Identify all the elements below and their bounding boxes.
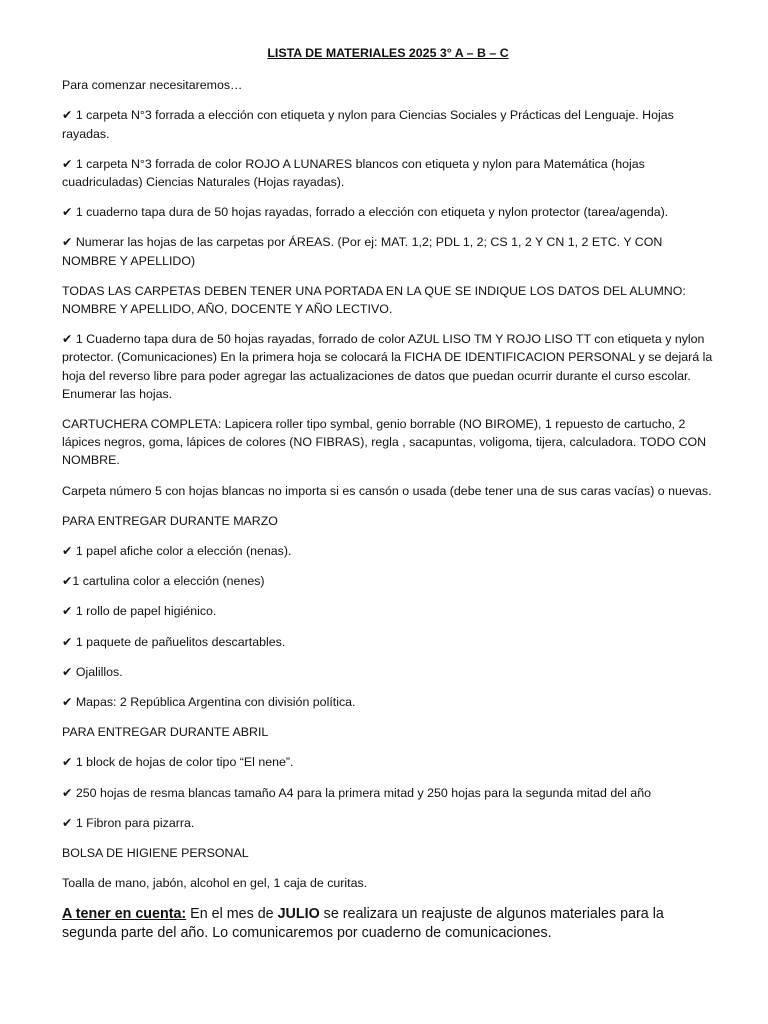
item-text: 1 cuaderno tapa dura de 50 hojas rayadas, forrado a elección con etiqueta y nylon protector (tarea/agenda). — [75, 205, 669, 220]
item-text: Mapas: 2 República Argentina con división política. — [75, 695, 356, 710]
check-icon: ✔ — [62, 815, 73, 830]
check-icon: ✔ — [62, 695, 73, 710]
check-icon: ✔ — [62, 634, 73, 649]
note-paragraph — [62, 905, 714, 943]
list-item — [62, 233, 714, 269]
check-icon: ✔ — [62, 664, 73, 679]
cartuchera-text: CARTUCHERA COMPLETA: Lapicera roller tipo symbal, genio borrable (NO BIROME), 1 repuesto de cartucho, 2 lápices negros, goma, lápices de colores (NO FIBRAS), regla , sacapuntas, voligoma, tijera, calculadora. TODO CON NOMBRE. — [62, 417, 707, 468]
item-text: Ojalillos. — [75, 664, 123, 679]
item-text: Numerar las hojas de las carpetas por ÁREAS. (Por ej: MAT. 1,2; PDL 1, 2; CS 1, 2 Y CN 1, 2 ETC. Y CON NOMBRE Y APELLIDO) — [62, 235, 663, 268]
note-label: A tener en cuenta: — [62, 905, 187, 922]
item-text: 1 carpeta N°3 forrada a elección con etiqueta y nylon para Ciencias Sociales y Prácticas del Lenguaje. Hojas rayadas. — [62, 108, 674, 141]
item-text: 1 papel afiche color a elección (nenas). — [75, 544, 292, 559]
abril-heading: PARA ENTREGAR DURANTE ABRIL — [62, 725, 269, 740]
list-item — [62, 814, 714, 832]
item-text: 1 paquete de pañuelitos descartables. — [75, 634, 286, 649]
item-text: 1 carpeta N°3 forrada de color ROJO A LUNARES blancos con etiqueta y nylon para Matemática (hojas cuadriculadas) Ciencias Naturales (Hojas rayadas). — [62, 156, 645, 190]
check-icon: ✔ — [62, 574, 73, 589]
note-text-before: En el mes de — [186, 905, 278, 922]
check-icon: ✔ — [62, 108, 73, 123]
item-text: 250 hojas de resma blancas tamaño A4 para la primera mitad y 250 hojas para la segunda mitad del año — [75, 785, 651, 800]
higiene-heading: BOLSA DE HIGIENE PERSONAL — [62, 846, 249, 861]
item-text: 1 Fibron para pizarra. — [75, 815, 195, 830]
check-icon: ✔ — [62, 205, 73, 220]
list-item — [62, 542, 714, 560]
list-item — [62, 203, 714, 221]
carpeta5-text: Carpeta número 5 con hojas blancas no importa si es cansón o usada (debe tener una de sus caras vacías) o nuevas. — [62, 483, 712, 498]
note-month: JULIO — [277, 905, 320, 922]
list-item — [62, 602, 714, 620]
list-item — [62, 106, 714, 142]
higiene-text: Toalla de mano, jabón, alcohol en gel, 1 caja de curitas. — [62, 876, 368, 891]
list-item — [62, 693, 714, 711]
marzo-heading: PARA ENTREGAR DURANTE MARZO — [62, 513, 278, 528]
list-item — [62, 784, 714, 802]
list-item — [62, 155, 714, 191]
note-text-after: se realizara un reajuste de algunos materiales para la segunda parte del año. Lo comunicaremos por cuaderno de comunicaciones. — [62, 905, 664, 941]
list-item — [62, 633, 714, 651]
intro-text: Para comenzar necesitaremos… — [62, 78, 243, 93]
item-text: 1 cartulina color a elección (nenes) — [72, 574, 265, 589]
list-item — [62, 572, 714, 590]
list-item — [62, 753, 714, 771]
check-icon: ✔ — [62, 755, 73, 770]
check-icon: ✔ — [62, 604, 73, 619]
document-page — [62, 44, 714, 943]
list-item — [62, 663, 714, 681]
list-item — [62, 330, 714, 403]
check-icon: ✔ — [62, 332, 73, 347]
item-text: 1 block de hojas de color tipo “El nene”. — [75, 755, 294, 770]
check-icon: ✔ — [62, 235, 73, 250]
portada-note: TODAS LAS CARPETAS DEBEN TENER UNA PORTADA EN LA QUE SE INDIQUE LOS DATOS DEL ALUMNO: NOMBRE Y APELLIDO, AÑO, DOCENTE Y AÑO LECTIVO. — [62, 283, 686, 317]
item-text: 1 rollo de papel higiénico. — [75, 604, 217, 619]
check-icon: ✔ — [62, 156, 73, 171]
check-icon: ✔ — [62, 785, 73, 800]
document-title: LISTA DE MATERIALES 2025 3° A – B – C — [267, 46, 509, 60]
check-icon: ✔ — [62, 544, 73, 559]
item-text: 1 Cuaderno tapa dura de 50 hojas rayadas, forrado de color AZUL LISO TM Y ROJO LISO TT con etiqueta y nylon protector. (Comunicaciones) En la primera hoja se colocará la FICHA DE IDENTIFICACION PERSONAL y se dejará la hoja del reverso libre para poder agregar las actualizaciones de datos que puedan ocurrir durante el curso escolar. Enumerar las hojas. — [62, 332, 713, 401]
